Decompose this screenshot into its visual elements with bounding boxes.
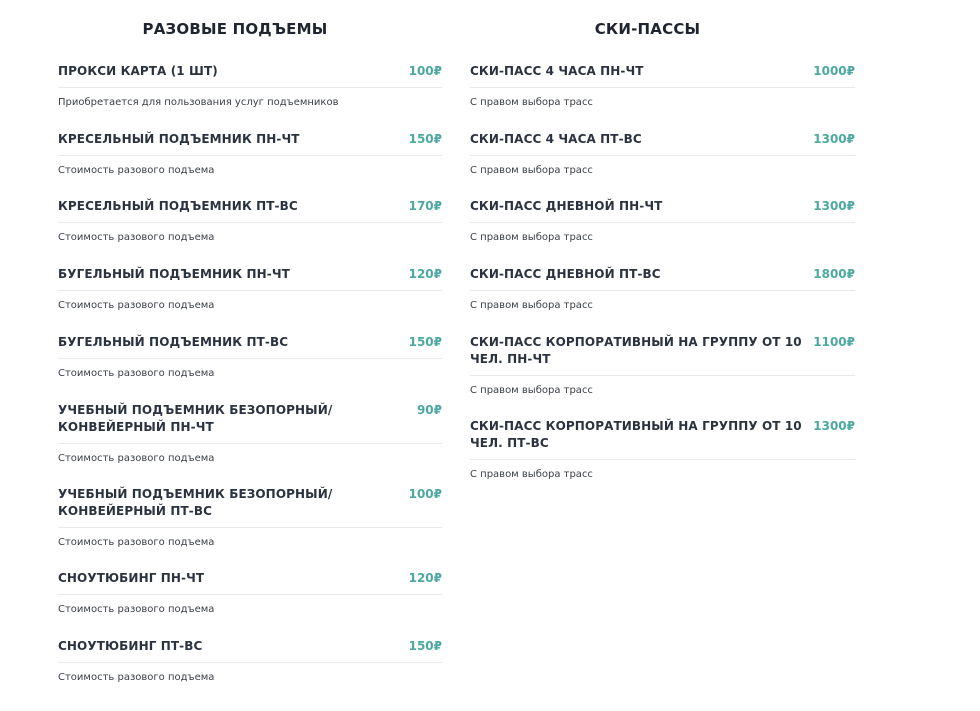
price-item [58,198,442,245]
item-name: КРЕСЕЛЬНЫЙ ПОДЪЕМНИК ПТ-ВС [58,199,298,213]
single-lifts-title: РАЗОВЫЕ ПОДЪЕМЫ [142,20,328,38]
price-item [58,131,442,178]
item-name: СНОУТЮБИНГ ПТ-ВС [58,639,203,653]
item-description: Стоимость разового подъема [58,368,215,379]
item-name: ПРОКСИ КАРТА (1 ШТ) [58,64,218,78]
item-price: 1300₽ [813,132,855,146]
item-name: УЧЕБНЫЙ ПОДЪЕМНИК БЕЗОПОРНЫЙ/КОНВЕЙЕРНЫЙ ПН-ЧТ [58,403,333,434]
price-item [470,63,855,110]
item-name: СКИ-ПАСС ДНЕВНОЙ ПН-ЧТ [470,199,663,213]
item-price: 120₽ [408,267,442,281]
price-item [58,63,442,110]
item-price: 100₽ [408,64,442,78]
item-description: С правом выбора трасс [470,165,593,176]
price-item [58,334,442,381]
item-name: УЧЕБНЫЙ ПОДЪЕМНИК БЕЗОПОРНЫЙ/КОНВЕЙЕРНЫЙ ПТ-ВС [58,487,333,518]
price-item [58,486,442,550]
item-name: СКИ-ПАСС 4 ЧАСА ПТ-ВС [470,132,642,146]
item-name: СНОУТЮБИНГ ПН-ЧТ [58,571,205,585]
item-name: СКИ-ПАСС КОРПОРАТИВНЫЙ НА ГРУППУ ОТ 10 ЧЕЛ. ПТ-ВС [470,419,802,450]
item-price: 150₽ [408,132,442,146]
ski-passes-title: СКИ-ПАССЫ [594,20,701,38]
item-description: Стоимость разового подъема [58,232,215,243]
item-name: СКИ-ПАСС ДНЕВНОЙ ПТ-ВС [470,267,661,281]
item-price: 1100₽ [813,335,855,349]
item-price: 1000₽ [813,64,855,78]
price-item [58,570,442,617]
item-description: Приобретается для пользования услуг подъемников [58,97,339,108]
item-price: 1800₽ [813,267,855,281]
item-price: 1300₽ [813,199,855,213]
item-description: С правом выбора трасс [470,385,593,396]
item-name: БУГЕЛЬНЫЙ ПОДЪЕМНИК ПТ-ВС [58,335,289,349]
item-price: 150₽ [408,639,442,653]
item-price: 1300₽ [813,419,855,433]
item-name: СКИ-ПАСС КОРПОРАТИВНЫЙ НА ГРУППУ ОТ 10 ЧЕЛ. ПН-ЧТ [470,335,802,366]
item-description: Стоимость разового подъема [58,604,215,615]
price-item [470,131,855,178]
item-price: 170₽ [408,199,442,213]
price-item [470,418,855,482]
item-name: СКИ-ПАСС 4 ЧАСА ПН-ЧТ [470,64,644,78]
item-description: Стоимость разового подъема [58,165,215,176]
item-description: Стоимость разового подъема [58,537,215,548]
item-description: С правом выбора трасс [470,232,593,243]
item-name: КРЕСЕЛЬНЫЙ ПОДЪЕМНИК ПН-ЧТ [58,132,300,146]
price-item [470,198,855,245]
price-item [58,402,442,466]
item-description: С правом выбора трасс [470,469,593,480]
item-price: 150₽ [408,335,442,349]
item-price: 100₽ [408,487,442,501]
item-price: 120₽ [408,571,442,585]
item-description: Стоимость разового подъема [58,672,215,683]
price-item [58,266,442,313]
item-name: БУГЕЛЬНЫЙ ПОДЪЕМНИК ПН-ЧТ [58,267,290,281]
price-item [470,334,855,398]
item-description: С правом выбора трасс [470,300,593,311]
item-price: 90₽ [416,403,442,417]
item-description: С правом выбора трасс [470,97,593,108]
price-item [470,266,855,313]
item-description: Стоимость разового подъема [58,300,215,311]
item-description: Стоимость разового подъема [58,453,215,464]
price-item [58,638,442,685]
